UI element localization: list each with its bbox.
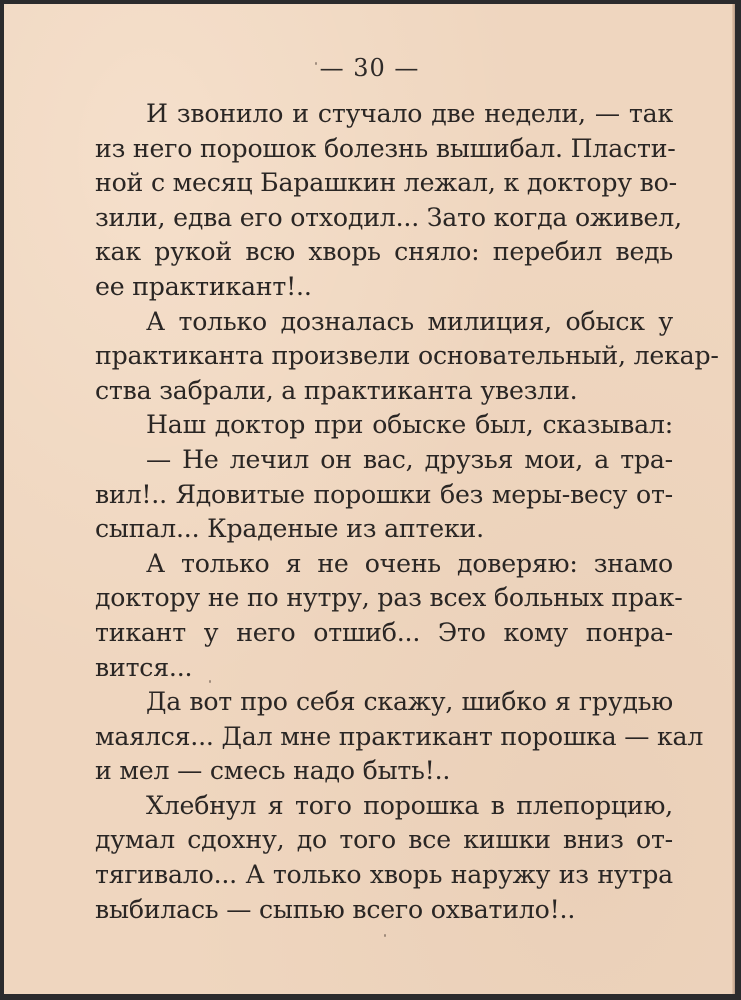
text-line: из него порошок болезнь вышибал. Пласти-	[95, 133, 676, 163]
page-edge	[732, 4, 735, 994]
text-line: зили, едва его отходил... Зато когда оживел,	[95, 202, 682, 232]
text-line: Да вот про себя скажу, шибко я грудью	[146, 687, 673, 717]
text-line: практиканта произвели основательный, лекар-	[95, 341, 719, 371]
text-line: А только дозналась милиция, обыск у	[146, 306, 673, 336]
scan-speck	[384, 934, 386, 937]
book-page	[4, 4, 735, 994]
text-line: маялся... Дал мне практикант порошка — кал	[95, 721, 704, 751]
text-line: тягивало... А только хворь наружу из нутра	[95, 860, 673, 890]
text-line: и мел — смесь надо быть!..	[95, 756, 451, 786]
text-line: тикант у него отшиб... Это кому понра-	[95, 617, 673, 647]
text-line: доктору не по нутру, раз всех больных прак-	[95, 583, 683, 613]
text-line: думал сдохну, до того все кишки вниз от-	[95, 825, 673, 855]
text-line: сыпал... Краденые из аптеки.	[95, 514, 484, 544]
text-line: ства забрали, а практиканта увезли.	[95, 375, 578, 405]
scan-speck	[315, 62, 317, 65]
scan-speck	[209, 680, 211, 683]
text-line: выбилась — сыпью всего охватило!..	[95, 894, 576, 924]
page-number: — 30 —	[319, 54, 420, 82]
text-line: Хлебнул я того порошка в плепорцию,	[146, 790, 673, 820]
body-text	[95, 97, 719, 927]
text-line: А только я не очень доверяю: знамо	[146, 548, 673, 578]
text-line: ее практикант!..	[95, 271, 312, 301]
text-line: вил!.. Ядовитые порошки без меры-весу от-	[95, 479, 673, 509]
text-line: — Не лечил он вас, друзья мои, а тра-	[146, 444, 673, 474]
text-line: вится...	[95, 652, 193, 682]
text-line: И звонило и стучало две недели, — так	[146, 99, 673, 128]
text-line: ной с месяц Барашкин лежал, к доктору во-	[95, 168, 677, 198]
text-line: как рукой всю хворь сняло: перебил ведь	[95, 237, 673, 267]
text-line: Наш доктор при обыске был, сказывал:	[146, 410, 673, 440]
